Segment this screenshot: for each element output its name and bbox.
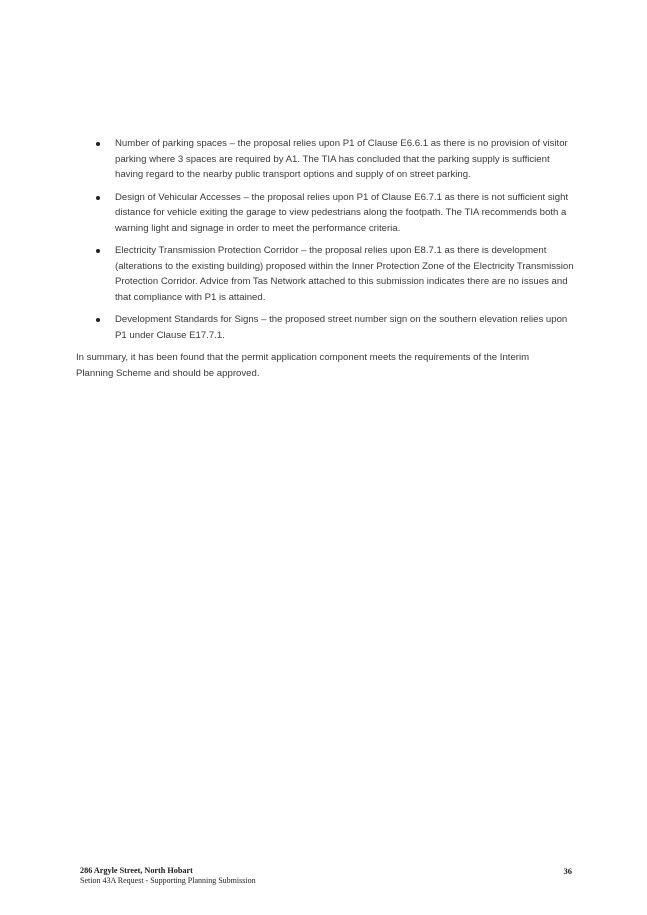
list-item: [76, 136, 576, 183]
page-content: [76, 136, 576, 381]
bullet-icon: [96, 318, 100, 322]
list-item-text: Electricity Transmission Protection Corridor – the proposal relies upon E8.7.1 as there is development (alterations to the existing building) proposed within the Inner Protection Zone of the Electricity Transmission Protection Corridor. Advice from Tas Network attached to this submission indicates there are no issues and that compliance with P1 is attained.: [115, 245, 574, 303]
page-number: 36: [563, 866, 572, 876]
page-footer: [80, 866, 572, 886]
bullet-icon: [96, 142, 100, 146]
bullet-list: [76, 136, 576, 343]
bullet-icon: [96, 249, 100, 253]
summary-paragraph: In summary, it has been found that the permit application component meets the requirements of the Interim Planning Scheme and should be approved.: [76, 352, 530, 379]
bullet-icon: [96, 196, 100, 200]
list-item: [76, 243, 576, 305]
list-item-text: Design of Vehicular Accesses – the proposal relies upon P1 of Clause E6.7.1 as there is not sufficient sight distance for vehicle exiting the garage to view pedestrians along the footpath. The TIA recommends both a warning light and signage in order to meet the performance criteria.: [115, 191, 569, 234]
list-item-text: Number of parking spaces – the proposal relies upon P1 of Clause E6.6.1 as there is no provision of visitor parking where 3 spaces are required by A1. The TIA has concluded that the parking supply is sufficient having regard to the nearby public transport options and supply of on street parking.: [115, 138, 568, 180]
footer-subtitle: Setion 43A Request - Supporting Planning Submission: [80, 876, 256, 885]
list-item: [76, 190, 576, 237]
list-item-text: Development Standards for Signs – the proposed street number sign on the southern elevation relies upon P1 under Clause E17.7.1.: [115, 314, 568, 341]
list-item: [76, 312, 576, 343]
footer-address: 286 Argyle Street, North Hobart: [80, 866, 193, 875]
